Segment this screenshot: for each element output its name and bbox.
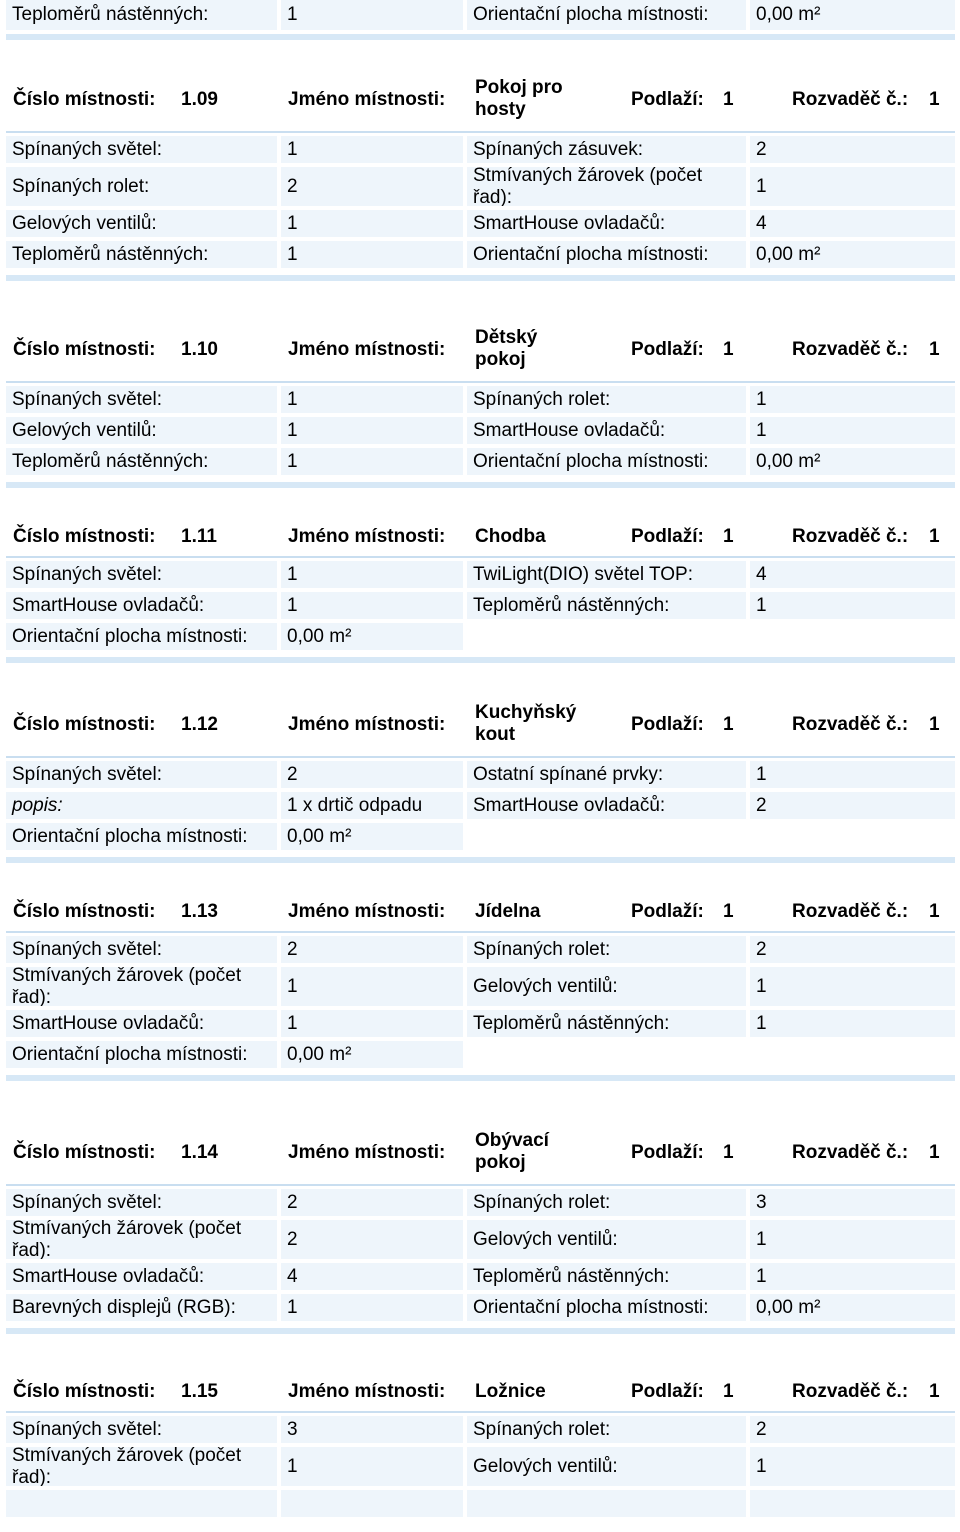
property-value-text: 0,00 m² xyxy=(756,243,821,265)
property-label xyxy=(467,167,746,206)
panel-value: 1 xyxy=(929,901,940,922)
property-value xyxy=(750,386,955,413)
room-number-label: Číslo místnosti: xyxy=(13,714,156,735)
room-name: Jídelna xyxy=(475,901,541,922)
property-label xyxy=(6,623,277,650)
panel-value: 1 xyxy=(929,714,940,735)
property-value xyxy=(750,167,955,206)
property-value-text: 1 xyxy=(756,175,767,197)
property-value-text: 2 xyxy=(287,938,298,960)
property-label-text: Spínaných rolet: xyxy=(12,175,150,197)
property-label-text: Stmívaných žárovek (počet řad): xyxy=(473,167,703,206)
room-header xyxy=(6,325,955,375)
property-label-text: SmartHouse ovladačů: xyxy=(12,594,205,616)
property-value xyxy=(750,1263,955,1290)
property-value xyxy=(281,1041,463,1068)
property-value xyxy=(750,1010,955,1037)
room-name-label: Jméno místnosti: xyxy=(288,526,446,547)
property-value xyxy=(281,1294,463,1321)
property-label xyxy=(467,210,746,237)
floor-value: 1 xyxy=(723,714,734,735)
panel-label: Rozvaděč č.: xyxy=(792,714,909,735)
property-label-text: Spínaných světel: xyxy=(12,1418,162,1440)
room-number: 1.15 xyxy=(181,1381,218,1402)
property-value xyxy=(281,1189,463,1216)
section-separator xyxy=(6,34,955,40)
floor-label: Podlaží: xyxy=(631,714,704,735)
property-label-text: Teploměrů nástěnných: xyxy=(12,450,209,472)
property-label xyxy=(6,823,277,850)
floor-label: Podlaží: xyxy=(631,339,704,360)
property-value-text: 1 xyxy=(287,243,298,265)
property-value xyxy=(281,1263,463,1290)
room-number: 1.14 xyxy=(181,1142,218,1163)
top-row-cell-0 xyxy=(6,0,277,30)
room-number-label: Číslo místnosti: xyxy=(13,526,156,547)
property-label xyxy=(467,1447,746,1486)
floor-value: 1 xyxy=(723,901,734,922)
property-label xyxy=(6,1263,277,1290)
section-separator xyxy=(6,275,955,281)
property-label-text: Stmívaných žárovek (počet řad): xyxy=(12,967,242,1006)
panel-value: 1 xyxy=(929,89,940,110)
header-underline xyxy=(6,1411,955,1413)
room-name-label: Jméno místnosti: xyxy=(288,901,446,922)
property-label-text: Orientační plocha místnosti: xyxy=(12,1043,248,1065)
property-value xyxy=(750,761,955,788)
property-label xyxy=(467,448,746,475)
property-value-text: 2 xyxy=(287,1228,298,1250)
property-label-text: Gelových ventilů: xyxy=(12,419,157,441)
property-label xyxy=(467,386,746,413)
property-value-text: 0,00 m² xyxy=(287,825,352,847)
room-name: Ložnice xyxy=(475,1381,546,1402)
property-label-text: Spínaných rolet: xyxy=(473,388,611,410)
room-number-label: Číslo místnosti: xyxy=(13,339,156,360)
property-value xyxy=(750,136,955,163)
property-value-text: 1 x drtič odpadu xyxy=(287,794,423,816)
room-header xyxy=(6,75,955,125)
property-value xyxy=(281,448,463,475)
property-value-text: 1 xyxy=(287,212,298,234)
panel-value: 1 xyxy=(929,526,940,547)
property-label-text: Spínaných rolet: xyxy=(473,938,611,960)
property-value xyxy=(750,1294,955,1321)
property-value xyxy=(750,241,955,268)
property-value-text: 0,00 m² xyxy=(756,450,821,472)
floor-value: 1 xyxy=(723,526,734,547)
property-value xyxy=(281,792,463,819)
property-value xyxy=(281,967,463,1006)
header-underline xyxy=(6,1184,955,1186)
property-label xyxy=(6,1189,277,1216)
panel-value: 1 xyxy=(929,339,940,360)
property-value xyxy=(281,1416,463,1443)
property-label-text: Stmívaných žárovek (počet řad): xyxy=(12,1447,242,1486)
room-number-label: Číslo místnosti: xyxy=(13,901,156,922)
property-label xyxy=(6,561,277,588)
header-underline xyxy=(6,381,955,383)
room-number: 1.11 xyxy=(181,526,217,547)
top-row-cell-3 xyxy=(750,0,955,30)
room-header xyxy=(6,524,955,550)
room-number: 1.09 xyxy=(181,89,218,110)
room-header xyxy=(6,899,955,925)
property-value-text: 0,00 m² xyxy=(287,1043,352,1065)
property-value xyxy=(750,210,955,237)
property-label xyxy=(467,1220,746,1259)
top-row-cell-2 xyxy=(467,0,746,30)
property-label xyxy=(6,792,277,819)
panel-label: Rozvaděč č.: xyxy=(792,1142,909,1163)
room-name: Pokoj pro hosty xyxy=(475,77,563,120)
floor-label: Podlaží: xyxy=(631,526,704,547)
section-separator xyxy=(6,857,955,863)
room-name: Obývací pokoj xyxy=(475,1130,549,1173)
property-label-text: Spínaných rolet: xyxy=(473,1191,611,1213)
property-value xyxy=(750,1416,955,1443)
property-label xyxy=(6,241,277,268)
property-value xyxy=(281,1010,463,1037)
top-row-cell-1-text: 1 xyxy=(287,4,298,25)
property-value-text: 2 xyxy=(287,1191,298,1213)
property-label-text: Spínaných rolet: xyxy=(473,1418,611,1440)
property-value-text: 1 xyxy=(756,419,767,441)
property-label xyxy=(6,1447,277,1486)
property-label xyxy=(6,386,277,413)
panel-label: Rozvaděč č.: xyxy=(792,89,909,110)
property-label xyxy=(6,1220,277,1259)
property-value xyxy=(281,1490,463,1517)
property-value-text: 1 xyxy=(287,563,298,585)
property-label-text: Spínaných zásuvek: xyxy=(473,138,644,160)
property-label xyxy=(6,1490,277,1517)
property-value xyxy=(281,1220,463,1259)
property-value xyxy=(750,1490,955,1517)
room-name-label: Jméno místnosti: xyxy=(288,1381,446,1402)
property-label xyxy=(6,167,277,206)
property-label xyxy=(467,936,746,963)
header-underline xyxy=(6,756,955,758)
property-label-text: SmartHouse ovladačů: xyxy=(473,212,666,234)
property-value xyxy=(281,136,463,163)
header-underline xyxy=(6,931,955,933)
property-value xyxy=(750,967,955,1006)
property-value xyxy=(281,761,463,788)
property-value xyxy=(281,936,463,963)
room-name-label: Jméno místnosti: xyxy=(288,714,446,735)
property-label-text: Orientační plocha místnosti: xyxy=(473,450,709,472)
property-label-text: Teploměrů nástěnných: xyxy=(473,594,670,616)
room-header xyxy=(6,700,955,750)
property-value-text: 2 xyxy=(756,138,767,160)
property-value xyxy=(281,823,463,850)
property-label xyxy=(467,1010,746,1037)
property-label-text: Teploměrů nástěnných: xyxy=(473,1265,670,1287)
property-value-text: 1 xyxy=(756,1012,767,1034)
property-value-text: 4 xyxy=(756,212,767,234)
room-number: 1.13 xyxy=(181,901,218,922)
room-header xyxy=(6,1128,955,1178)
property-label xyxy=(467,792,746,819)
room-number-label: Číslo místnosti: xyxy=(13,1142,156,1163)
property-value xyxy=(750,1189,955,1216)
property-label-text: TwiLight(DIO) světel TOP: xyxy=(473,563,693,585)
property-value-text: 1 xyxy=(756,1455,767,1477)
property-label-text: Spínaných světel: xyxy=(12,563,162,585)
header-underline xyxy=(6,131,955,133)
property-label-text: Gelových ventilů: xyxy=(473,1455,618,1477)
property-value xyxy=(750,448,955,475)
property-value-text: 1 xyxy=(287,1296,298,1318)
property-label-text: Spínaných světel: xyxy=(12,138,162,160)
property-value xyxy=(281,1447,463,1486)
floor-value: 1 xyxy=(723,1142,734,1163)
property-label xyxy=(6,210,277,237)
property-value xyxy=(750,1447,955,1486)
property-value-text: 1 xyxy=(756,975,767,997)
property-value-text: 0,00 m² xyxy=(756,1296,821,1318)
property-label-text: popis: xyxy=(12,794,63,816)
property-label-text: Orientační plocha místnosti: xyxy=(12,625,248,647)
property-label xyxy=(6,1416,277,1443)
property-value-text: 2 xyxy=(756,938,767,960)
property-value xyxy=(750,792,955,819)
property-label xyxy=(6,936,277,963)
property-label xyxy=(6,1294,277,1321)
property-value-text: 1 xyxy=(287,138,298,160)
property-label xyxy=(467,761,746,788)
property-label-text: Spínaných světel: xyxy=(12,938,162,960)
property-value xyxy=(750,936,955,963)
top-row-cell-0-text: Teploměrů nástěnných: xyxy=(12,4,209,25)
property-value xyxy=(281,167,463,206)
top-row-cell-1 xyxy=(281,0,463,30)
property-value xyxy=(281,210,463,237)
property-label xyxy=(467,136,746,163)
property-value xyxy=(281,417,463,444)
property-value-text: 3 xyxy=(756,1191,767,1213)
property-label xyxy=(467,1490,746,1517)
property-value xyxy=(281,561,463,588)
property-value-text: 1 xyxy=(287,419,298,441)
property-label-text: Spínaných světel: xyxy=(12,388,162,410)
property-label-text: SmartHouse ovladačů: xyxy=(473,419,666,441)
property-label-text: Ostatní spínané prvky: xyxy=(473,763,664,785)
property-label xyxy=(6,448,277,475)
property-value-text: 1 xyxy=(287,594,298,616)
property-label xyxy=(6,592,277,619)
property-label-text: Spínaných světel: xyxy=(12,1191,162,1213)
floor-value: 1 xyxy=(723,1381,734,1402)
panel-label: Rozvaděč č.: xyxy=(792,1381,909,1402)
property-label xyxy=(6,761,277,788)
property-value-text: 1 xyxy=(756,1265,767,1287)
property-value xyxy=(750,1220,955,1259)
panel-value: 1 xyxy=(929,1381,940,1402)
property-label-text: Teploměrů nástěnných: xyxy=(12,243,209,265)
room-name: Chodba xyxy=(475,526,546,547)
room-number: 1.10 xyxy=(181,339,218,360)
property-label xyxy=(467,417,746,444)
property-value xyxy=(281,623,463,650)
property-label-text: SmartHouse ovladačů: xyxy=(12,1012,205,1034)
room-name-label: Jméno místnosti: xyxy=(288,89,446,110)
floor-label: Podlaží: xyxy=(631,901,704,922)
property-value-text: 2 xyxy=(287,763,298,785)
floor-value: 1 xyxy=(723,339,734,360)
property-label-text: SmartHouse ovladačů: xyxy=(12,1265,205,1287)
section-separator xyxy=(6,1075,955,1081)
room-name-label: Jméno místnosti: xyxy=(288,339,446,360)
property-label-text: Orientační plocha místnosti: xyxy=(473,1296,709,1318)
property-value-text: 4 xyxy=(756,563,767,585)
property-label xyxy=(467,241,746,268)
property-value-text: 1 xyxy=(287,388,298,410)
floor-label: Podlaží: xyxy=(631,89,704,110)
panel-value: 1 xyxy=(929,1142,940,1163)
property-value-text: 1 xyxy=(287,1012,298,1034)
property-value-text: 1 xyxy=(756,594,767,616)
property-value-text: 1 xyxy=(287,975,298,997)
property-value-text: 2 xyxy=(756,794,767,816)
property-value-text: 3 xyxy=(287,1418,298,1440)
room-number-label: Číslo místnosti: xyxy=(13,89,156,110)
floor-label: Podlaží: xyxy=(631,1142,704,1163)
property-value-text: 1 xyxy=(756,1228,767,1250)
section-separator xyxy=(6,482,955,488)
property-value-text: 2 xyxy=(287,175,298,197)
room-name: Kuchyňský kout xyxy=(475,702,577,745)
property-label-text: Gelových ventilů: xyxy=(12,212,157,234)
property-label-text: Orientační plocha místnosti: xyxy=(12,825,248,847)
floor-label: Podlaží: xyxy=(631,1381,704,1402)
panel-label: Rozvaděč č.: xyxy=(792,901,909,922)
property-label xyxy=(6,1010,277,1037)
property-value xyxy=(281,386,463,413)
property-value xyxy=(750,561,955,588)
property-label xyxy=(467,1189,746,1216)
room-number: 1.12 xyxy=(181,714,218,735)
room-name: Dětský pokoj xyxy=(475,327,538,370)
property-value xyxy=(750,592,955,619)
top-row-cell-3-text: 0,00 m² xyxy=(756,4,821,25)
property-value-text: 1 xyxy=(287,450,298,472)
property-label-text: Gelových ventilů: xyxy=(473,975,618,997)
property-value xyxy=(281,592,463,619)
property-label-text: Gelových ventilů: xyxy=(473,1228,618,1250)
top-row-cell-2-text: Orientační plocha místnosti: xyxy=(473,4,709,25)
property-label-text: Orientační plocha místnosti: xyxy=(473,243,709,265)
property-value-text: 1 xyxy=(756,763,767,785)
section-separator xyxy=(6,1328,955,1334)
property-value xyxy=(750,417,955,444)
property-label xyxy=(6,1041,277,1068)
property-label xyxy=(467,967,746,1006)
property-label xyxy=(467,1294,746,1321)
property-label xyxy=(467,1416,746,1443)
property-label xyxy=(6,417,277,444)
property-label xyxy=(6,967,277,1006)
property-label xyxy=(467,561,746,588)
property-label-text: Stmívaných žárovek (počet řad): xyxy=(12,1220,242,1259)
property-label xyxy=(467,1263,746,1290)
property-label-text: Barevných displejů (RGB): xyxy=(12,1296,236,1318)
property-value-text: 1 xyxy=(287,1455,298,1477)
property-value-text: 0,00 m² xyxy=(287,625,352,647)
property-value xyxy=(281,241,463,268)
property-value-text: 2 xyxy=(756,1418,767,1440)
property-value-text: 1 xyxy=(756,388,767,410)
property-label xyxy=(467,592,746,619)
property-label-text: Teploměrů nástěnných: xyxy=(473,1012,670,1034)
room-number-label: Číslo místnosti: xyxy=(13,1381,156,1402)
room-header xyxy=(6,1379,955,1405)
panel-label: Rozvaděč č.: xyxy=(792,526,909,547)
room-name-label: Jméno místnosti: xyxy=(288,1142,446,1163)
property-label-text: Spínaných světel: xyxy=(12,763,162,785)
panel-label: Rozvaděč č.: xyxy=(792,339,909,360)
property-label xyxy=(6,136,277,163)
header-underline xyxy=(6,556,955,558)
floor-value: 1 xyxy=(723,89,734,110)
property-value-text: 4 xyxy=(287,1265,298,1287)
property-label-text: SmartHouse ovladačů: xyxy=(473,794,666,816)
section-separator xyxy=(6,657,955,663)
